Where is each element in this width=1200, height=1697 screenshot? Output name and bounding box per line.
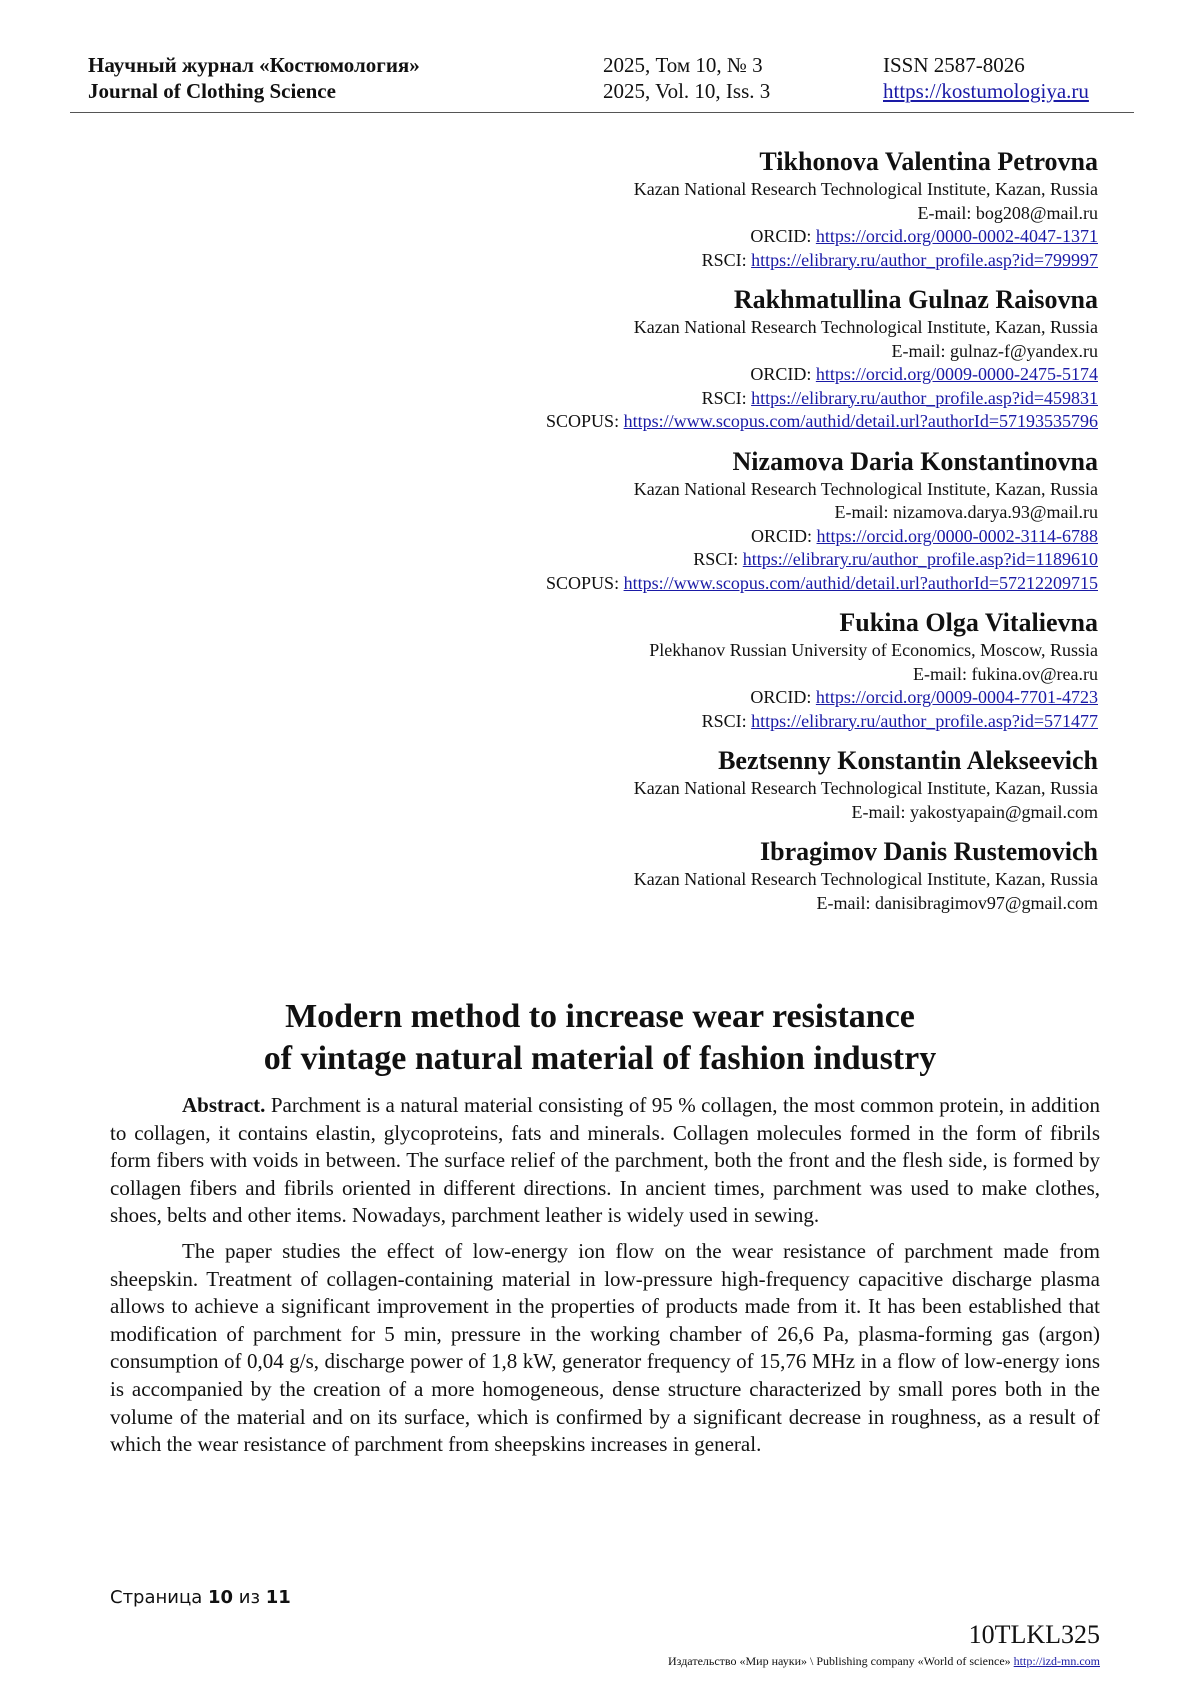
author-block: [88, 836, 1098, 915]
author-email: E-mail: bog208@mail.ru: [917, 202, 1098, 223]
scopus-link[interactable]: https://www.scopus.com/authid/detail.url?authorId=57193535796: [623, 411, 1098, 431]
scopus-label: SCOPUS:: [546, 411, 624, 431]
publisher-line: [668, 1654, 1100, 1669]
page-total: 11: [265, 1587, 291, 1608]
rsci-label: RSCI:: [701, 249, 752, 270]
author-affiliation: Plekhanov Russian University of Economics, Moscow, Russia: [649, 640, 1098, 660]
orcid-link[interactable]: https://orcid.org/0009-0004-7701-4723: [815, 687, 1098, 707]
orcid-label: ORCID:: [750, 687, 816, 707]
scopus-label: SCOPUS:: [546, 572, 624, 593]
rsci-link[interactable]: https://elibrary.ru/author_profile.asp?id=1189610: [742, 549, 1098, 569]
issue-en: 2025, Vol. 10, Iss. 3: [603, 79, 771, 103]
journal-name-block: [88, 52, 420, 104]
journal-name-ru: Научный журнал «Костюмология»: [88, 53, 420, 77]
issn-block: [883, 52, 1089, 104]
author-name: Tikhonova Valentina Petrovna: [759, 147, 1098, 176]
journal-site-link[interactable]: https://kostumologiya.ru: [883, 79, 1089, 103]
orcid-label: ORCID:: [750, 364, 816, 384]
page-number: [110, 1587, 291, 1608]
author-affiliation: Kazan National Research Technological Institute, Kazan, Russia: [633, 317, 1098, 337]
author-email: E-mail: fukina.ov@rea.ru: [912, 663, 1098, 684]
author-email: E-mail: yakostyapain@gmail.com: [851, 801, 1098, 822]
orcid-link[interactable]: https://orcid.org/0009-0000-2475-5174: [815, 364, 1098, 384]
author-name: Rakhmatullina Gulnaz Raisovna: [733, 285, 1098, 314]
article-title-line1: Modern method to increase wear resistance: [285, 998, 915, 1035]
author-name: Ibragimov Danis Rustemovich: [759, 837, 1098, 866]
author-block: [88, 284, 1098, 434]
article-code: 10TLKL325: [968, 1620, 1100, 1649]
author-affiliation: Kazan National Research Technological Institute, Kazan, Russia: [633, 478, 1098, 499]
journal-name-en: Journal of Clothing Science: [88, 79, 336, 103]
rsci-link[interactable]: https://elibrary.ru/author_profile.asp?id=571477: [751, 710, 1098, 731]
abstract: [110, 1092, 1100, 1467]
page-prefix: Страница: [110, 1587, 208, 1608]
publisher-link[interactable]: http://izd-mn.com: [1013, 1654, 1100, 1668]
author-email: E-mail: gulnaz-f@yandex.ru: [891, 340, 1098, 361]
header-divider: [70, 112, 1134, 113]
issn: ISSN 2587-8026: [883, 53, 1025, 77]
orcid-link[interactable]: https://orcid.org/0000-0002-4047-1371: [815, 226, 1098, 246]
publisher-text: Издательство «Мир науки» \ Publishing company «World of science»: [668, 1654, 1014, 1668]
author-affiliation: Kazan National Research Technological Institute, Kazan, Russia: [633, 778, 1098, 798]
rsci-link[interactable]: https://elibrary.ru/author_profile.asp?id=459831: [751, 387, 1098, 408]
author-block: [88, 146, 1098, 272]
orcid-label: ORCID:: [751, 525, 817, 546]
article-title: [100, 996, 1100, 1080]
author-name: Fukina Olga Vitalievna: [839, 608, 1098, 637]
author-name: Beztsenny Konstantin Alekseevich: [718, 746, 1098, 775]
orcid-label: ORCID:: [750, 226, 816, 246]
author-list: [88, 146, 1098, 927]
author-block: [88, 446, 1098, 596]
journal-header: [88, 52, 1120, 112]
author-email: E-mail: nizamova.darya.93@mail.ru: [834, 502, 1098, 522]
rsci-label: RSCI:: [701, 710, 752, 731]
rsci-label: RSCI:: [701, 387, 752, 408]
abstract-paragraph: [110, 1092, 1100, 1230]
issue-block: [603, 52, 770, 104]
rsci-label: RSCI:: [693, 549, 743, 569]
page-mid: из: [233, 1587, 266, 1608]
scopus-link[interactable]: https://www.scopus.com/authid/detail.url?authorId=57212209715: [623, 572, 1098, 593]
author-affiliation: Kazan National Research Technological Institute, Kazan, Russia: [633, 179, 1098, 199]
author-email: E-mail: danisibragimov97@gmail.com: [816, 892, 1098, 913]
orcid-link[interactable]: https://orcid.org/0000-0002-3114-6788: [816, 525, 1098, 546]
page-current: 10: [207, 1587, 234, 1608]
abstract-text: Parchment is a natural material consisting of 95 % collagen, the most common protein, in addition to collagen, it contains elastin, glycoproteins, fats and minerals. Collagen molecules formed in the form of fibrils form fibers with voids in between. The surface relief of the parchment, both the front and the flesh side, is formed by collagen fibers and fibrils oriented in different directions. In ancient times, parchment was used to make clothes, shoes, belts and other items. Nowadays, parchment leather is widely used in sewing.: [110, 1093, 1100, 1228]
abstract-paragraph: The paper studies the effect of low-energy ion flow on the wear resistance of parchment made from sheepskin. Treatment of collagen-containing material in low-pressure high-frequency capacitive discharge plasma allows to achieve a significant improvement in the properties of products made from it. It has been established that modification of parchment for 5 min, pressure in the working chamber of 26,6 Pa, plasma-forming gas (argon) consumption of 0,04 g/s, discharge power of 1,8 kW, generator frequency of 15,76 MHz in a flow of low-energy ions is accompanied by the creation of a more homogeneous, dense structure characterized by small pores both in the volume of the material and on its surface, which is confirmed by a significant decrease in roughness, as a result of which the wear resistance of parchment from sheepskins increases in general.: [110, 1238, 1100, 1457]
author-affiliation: Kazan National Research Technological Institute, Kazan, Russia: [633, 869, 1098, 889]
issue-ru: 2025, Том 10, № 3: [603, 53, 763, 77]
author-name: Nizamova Daria Konstantinovna: [732, 446, 1098, 476]
author-block: [88, 607, 1098, 733]
author-block: [88, 745, 1098, 824]
rsci-link[interactable]: https://elibrary.ru/author_profile.asp?id=799997: [751, 249, 1098, 270]
article-title-line2: of vintage natural material of fashion industry: [263, 1040, 937, 1077]
abstract-label: Abstract.: [182, 1093, 266, 1117]
